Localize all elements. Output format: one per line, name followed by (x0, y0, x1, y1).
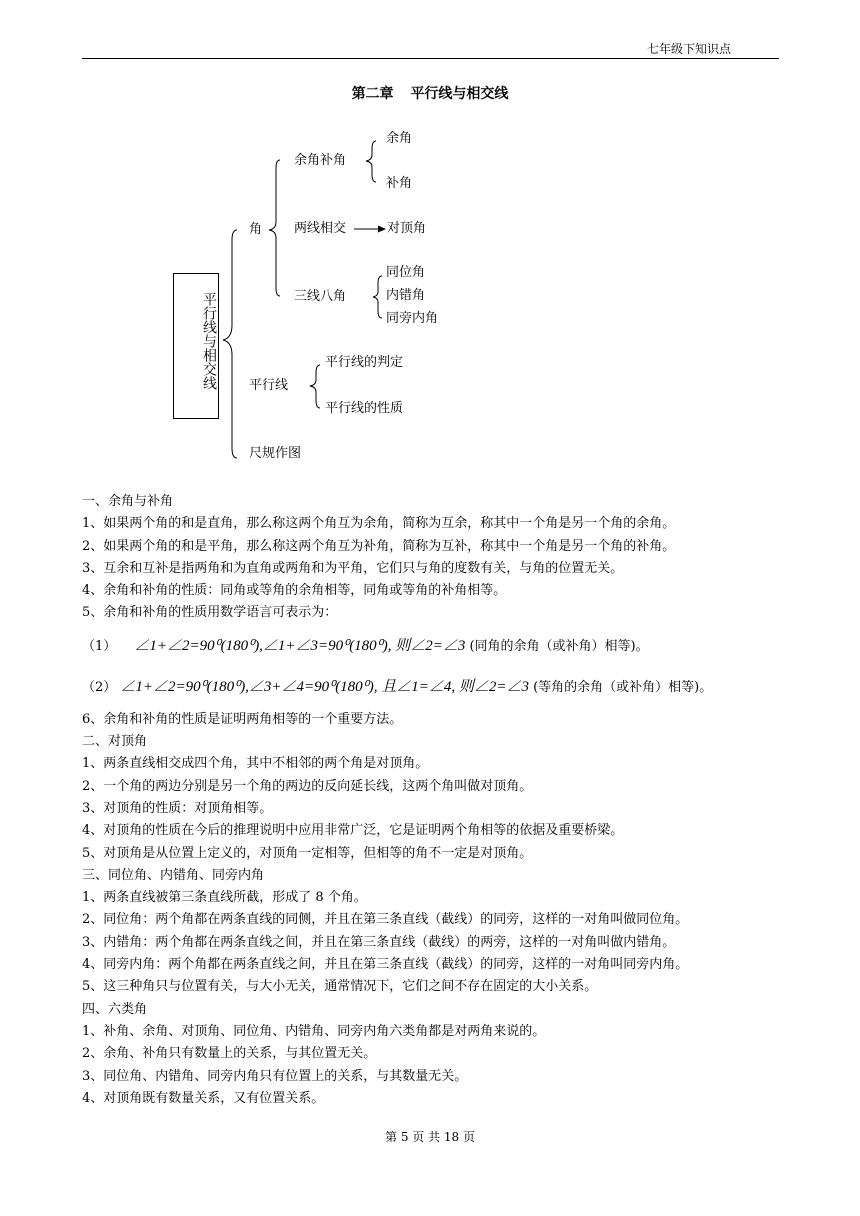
text-line: 2、如果两个角的和是平角，那么称这两个角互为补角，简称为互补，称其中一个角是另一个角的补角。 (82, 538, 676, 554)
node-supplement: 补角 (386, 176, 413, 191)
text-line: 1、如果两个角的和是直角，那么称这两个角互为余角，简称为互余，称其中一个角是另一个角的余角。 (82, 516, 676, 532)
text-line: 3、同位角、内错角、同旁内角只有位置上的关系，与其数量无关。 (82, 1068, 468, 1084)
formula-1-note: (同角的余角（或补角）相等)。 (469, 638, 649, 654)
node-parallel-properties: 平行线的性质 (325, 401, 404, 416)
root-label: 平行线与相交线 (201, 292, 217, 390)
text-line: 3、内错角：两个角都在两条直线之间，并且在第三条直线（截线）的两旁，这样的一对角叫做内错角。 (82, 934, 676, 950)
formula-2-number: （2） (82, 679, 117, 695)
text-line: 4、余角和补角的性质：同角或等角的余角相等，同角或等角的补角相等。 (82, 583, 507, 599)
text-line: 3、对顶角的性质：对顶角相等。 (82, 800, 273, 816)
formula-1 (82, 635, 782, 658)
text-line: 5、这三种角只与位置有关，与大小无关，通常情况下，它们之间不存在固定的大小关系。 (82, 979, 598, 995)
text-line: 1、两条直线相交成四个角，其中不相邻的两个角是对顶角。 (82, 756, 429, 772)
root-brace (223, 230, 237, 458)
section-heading: 四、六类角 (82, 1001, 148, 1017)
text-line: 4、对顶角的性质在今后的推理说明中应用非常广泛，它是证明两个角相等的依据及重要桥梁。 (82, 823, 624, 839)
chapter-name: 平行线与相交线 (410, 86, 509, 102)
formula-1-number: （1） (82, 638, 117, 654)
chapter-number: 第二章 (351, 86, 394, 102)
header-text: 七年级下知识点 (646, 42, 731, 56)
node-three-lines: 三线八角 (294, 289, 347, 304)
node-intersect: 两线相交 (294, 221, 347, 236)
node-corresponding: 同位角 (386, 265, 426, 280)
section-heading: 二、对顶角 (82, 734, 148, 750)
content-body (82, 491, 782, 1110)
angle-brace (269, 160, 280, 296)
concept-diagram (0, 0, 860, 480)
node-construction: 尺规作图 (249, 446, 302, 461)
node-angle: 角 (249, 222, 263, 237)
text-line: 1、两条直线被第三条直线所截，形成了 8 个角。 (82, 890, 367, 906)
text-line: 2、一个角的两边分别是另一个角的两边的反向延长线，这两个角叫做对顶角。 (82, 778, 533, 794)
text-line: 2、同位角：两个角都在两条直线的同侧，并且在第三条直线（截线）的同旁，这样的一对角叫做同位角。 (82, 912, 689, 928)
text-line: 5、余角和补角的性质用数学语言可表示为： (82, 605, 338, 621)
arrow-head (378, 226, 386, 233)
complement-brace (366, 141, 376, 182)
page-footer: 第 5 页 共 18 页 (385, 1130, 475, 1144)
text-line: 2、余角、补角只有数量上的关系，与其位置无关。 (82, 1046, 377, 1062)
node-parallel-criteria: 平行线的判定 (325, 355, 404, 370)
text-line: 4、同旁内角：两个角都在两条直线之间，并且在第三条直线（截线）的同旁，这样的一对角叫同旁内角。 (82, 957, 689, 973)
node-complement-supplement: 余角补角 (294, 153, 347, 168)
text-line: 5、对顶角是从位置上定义的，对顶角一定相等，但相等的角不一定是对顶角。 (82, 845, 533, 861)
node-parallel: 平行线 (249, 378, 289, 393)
node-alternate-interior: 内错角 (386, 288, 426, 303)
root-node (173, 273, 219, 419)
text-line: 4、对顶角既有数量关系，又有位置关系。 (82, 1090, 325, 1106)
text-line: 1、补角、余角、对顶角、同位角、内错角、同旁内角六类角都是对两角来说的。 (82, 1023, 546, 1039)
three-lines-brace (373, 276, 382, 318)
section-heading: 三、同位角、内错角、同旁内角 (82, 867, 265, 883)
parallel-brace (310, 365, 320, 408)
formula-2-expression: ∠1+∠2=90⁰(180⁰),∠3+∠4=90⁰(180⁰), 且∠1=∠4, 则∠2=∠3 (120, 678, 529, 695)
node-vertical-angles: 对顶角 (387, 221, 427, 236)
text-line: 3、互余和互补是指两角和为直角或两角和为平角，它们只与角的度数有关，与角的位置无关。 (82, 560, 624, 576)
formula-2-note: (等角的余角（或补角）相等)。 (533, 679, 713, 695)
node-co-interior: 同旁内角 (386, 311, 439, 326)
text-line: 6、余角和补角的性质是证明两角相等的一个重要方法。 (82, 711, 403, 727)
text-line: 一、余角与补角 (82, 494, 174, 509)
diagram-braces (0, 0, 860, 480)
formula-1-expression: ∠1+∠2=90⁰(180⁰),∠1+∠3=90⁰(180⁰), 则∠2=∠3 (134, 637, 466, 654)
node-complement: 余角 (386, 131, 413, 146)
formula-2 (82, 676, 782, 699)
